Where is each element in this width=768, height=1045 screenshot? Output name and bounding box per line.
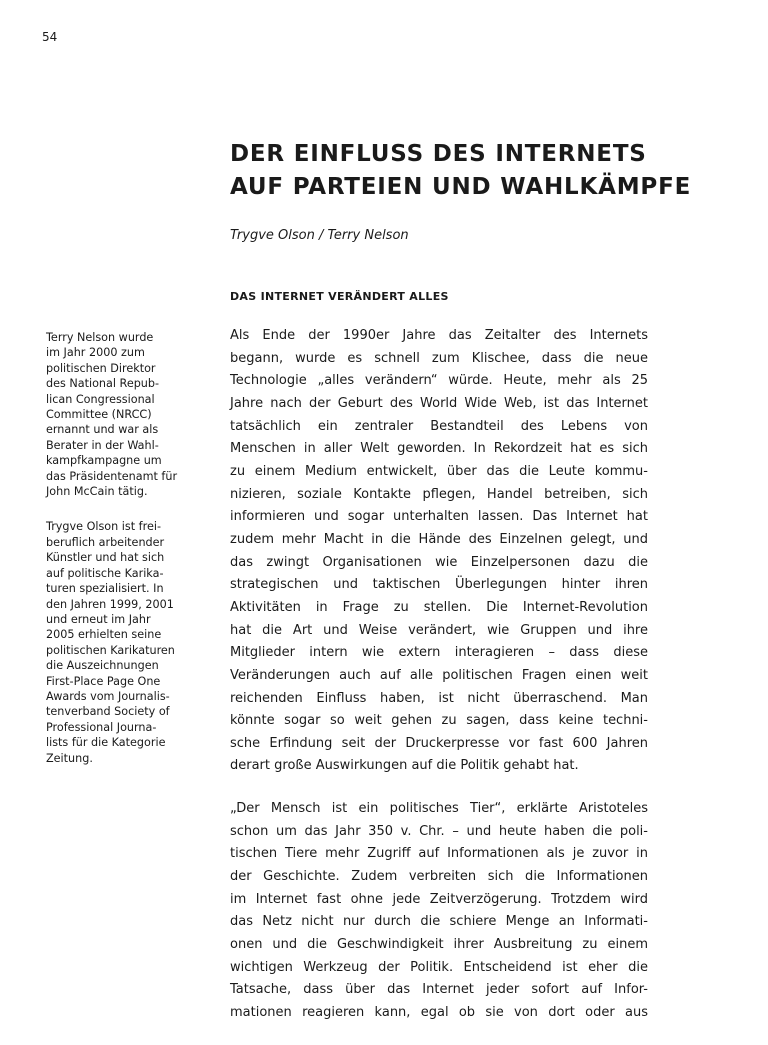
body-line: „Der Mensch ist ein politisches Tier“, erklärte Aristoteles [230, 801, 648, 817]
bio-line: den Jahren 1999, 2001 [46, 597, 174, 611]
bio-line: Trygve Olson ist frei- [46, 520, 162, 534]
body-line: mationen reagieren kann, egal ob sie von dort oder aus [230, 1005, 648, 1021]
bio-line: Committee (NRCC) [46, 408, 152, 422]
bio-line: Terry Nelson wurde [46, 331, 154, 344]
section-heading: DAS INTERNET VERÄNDERT ALLES [230, 290, 449, 303]
body-line: Menschen in aller Welt geworden. In Rekordzeit hat es sich [230, 441, 648, 457]
article-title [230, 138, 750, 204]
bio-line: auf politische Karika- [46, 566, 164, 580]
bio-line: Künstler und hat sich [46, 551, 165, 565]
body-line: derart große Auswirkungen auf die Politik gehabt hat. [230, 758, 579, 774]
body-paragraph [230, 798, 648, 1025]
title-line: DER EINFLUSS DES INTERNETS [230, 141, 647, 167]
bio-line: tenverband Society of [46, 705, 170, 719]
body-line: tischen Tiere mehr Zugriff auf Informationen als je zuvor in [230, 846, 648, 862]
body-line: reichenden Einfluss haben, ist nicht überraschend. Man [230, 690, 648, 706]
bio-line: Zeitung. [46, 751, 93, 765]
body-line: zu einem Medium entwickelt, über das die Leute kommu- [230, 463, 648, 479]
bio-terry-nelson [46, 330, 206, 499]
bio-line: des National Repub- [46, 377, 160, 391]
body-line: sche Erfindung seit der Druckerpresse vor fast 600 Jahren [230, 735, 648, 751]
bio-line: im Jahr 2000 zum [46, 346, 145, 360]
body-line: könnte sogar so weit gehen zu sagen, dass keine techni- [230, 713, 648, 729]
body-line: Veränderungen auch auf alle politischen Fragen einen weit [230, 667, 648, 683]
bio-line: die Auszeichnungen [46, 659, 159, 673]
body-line: im Internet fast ohne jede Zeitverzögerung. Trotzdem wird [230, 891, 648, 907]
bio-line: Awards vom Journalis- [46, 689, 170, 703]
bio-line: 2005 erhielten seine [46, 628, 162, 642]
body-line: begann, wurde es schnell zum Klischee, dass die neue [230, 350, 648, 366]
body-paragraph [230, 325, 648, 778]
bio-line: politischen Karikaturen [46, 643, 175, 657]
bio-line: Berater in der Wahl- [46, 438, 159, 452]
bio-line: politischen Direktor [46, 361, 156, 375]
bio-line: das Präsidentenamt für [46, 469, 178, 483]
bio-line: ernannt und war als [46, 423, 159, 437]
body-line: der Geschichte. Zudem verbreiten sich die Informationen [230, 869, 648, 885]
article-body [230, 325, 648, 1045]
body-line: zudem mehr Macht in die Hände des Einzelnen gelegt, und [230, 531, 648, 547]
article-authors: Trygve Olson / Terry Nelson [230, 228, 409, 243]
body-line: Mitglieder intern wie extern interagieren – dass diese [230, 645, 648, 661]
body-line: das zwingt Organisationen wie Einzelpersonen dazu die [230, 554, 648, 570]
page-number: 54 [42, 30, 58, 44]
body-line: Jahre nach der Geburt des World Wide Web, ist das Internet [230, 395, 648, 411]
bio-line: John McCain tätig. [46, 485, 148, 499]
body-line: onen und die Geschwindigkeit ihrer Ausbreitung zu einem [230, 937, 648, 953]
bio-line: kampfkampagne um [46, 454, 162, 468]
body-line: schon um das Jahr 350 v. Chr. – und heute haben die poli- [230, 823, 648, 839]
body-line: Aktivitäten in Frage zu stellen. Die Internet-Revolution [230, 599, 648, 615]
body-line: strategischen und taktischen Überlegungen hinter ihren [230, 577, 648, 593]
bio-line: turen spezialisiert. In [46, 582, 164, 596]
body-line: wichtigen Werkzeug der Politik. Entscheidend ist eher die [230, 959, 648, 975]
bio-line: und erneut im Jahr [46, 612, 151, 626]
bio-line: Professional Journa- [46, 720, 157, 734]
body-line: tatsächlich ein zentraler Bestandteil des Lebens von [230, 418, 648, 434]
bio-line: lists für die Kategorie [46, 736, 166, 750]
title-line: AUF PARTEIEN UND WAHLKÄMPFE [230, 174, 692, 200]
body-line: hat die Art und Weise verändert, wie Gruppen und ihre [230, 622, 648, 638]
body-line: nizieren, soziale Kontakte pflegen, Handel betreiben, sich [230, 486, 648, 502]
body-line: informieren und sogar unterhalten lassen. Das Internet hat [230, 509, 648, 525]
body-line: Tatsache, dass über das Internet jeder sofort auf Infor- [230, 982, 648, 998]
body-line: das Netz nicht nur durch die schiere Menge an Informati- [230, 914, 648, 930]
bio-line: lican Congressional [46, 392, 155, 406]
body-line: Technologie „alles verändern“ würde. Heute, mehr als 25 [230, 373, 648, 389]
bio-trygve-olson [46, 519, 206, 766]
bio-line: First-Place Page One [46, 674, 161, 688]
body-line: Als Ende der 1990er Jahre das Zeitalter des Internets [230, 328, 648, 343]
author-bios-sidebar [46, 330, 206, 786]
bio-line: beruflich arbeitender [46, 535, 165, 549]
